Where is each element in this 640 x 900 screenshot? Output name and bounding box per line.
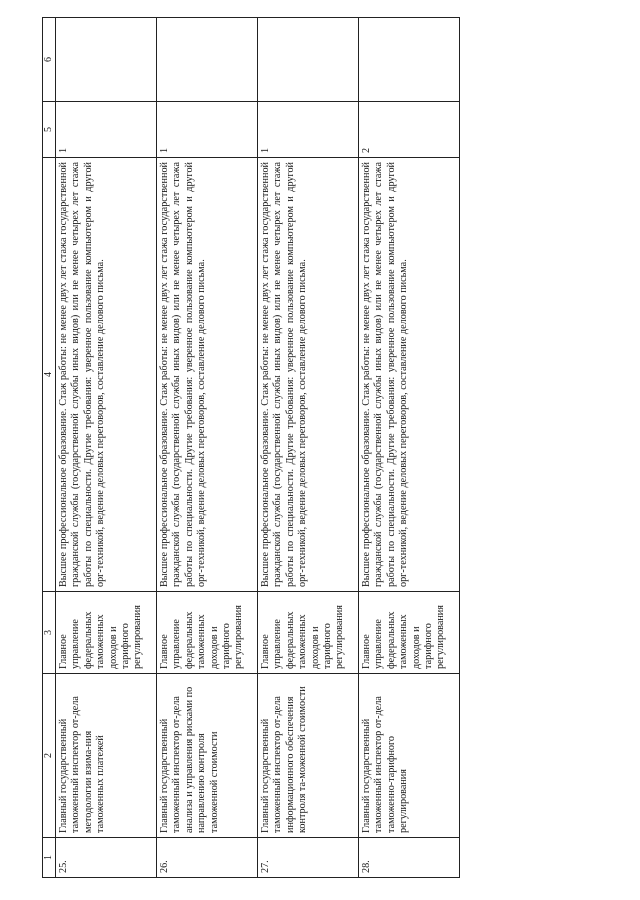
- rotated-page: [42, 18, 607, 878]
- note-cell: [157, 18, 258, 102]
- note-cell: [56, 18, 157, 102]
- vacancy-count: 1: [258, 102, 359, 158]
- column-header: 6: [43, 18, 56, 102]
- position-title: Главный государственный таможенный инспектор от-дела анализа и управления рисками по направлению контроля таможенной стоимости: [157, 674, 258, 838]
- department-name: Главное управление федеральных таможенных доходов и тарифного регулирования: [56, 592, 157, 674]
- row-number: 28.: [359, 838, 460, 878]
- table-row: [56, 18, 157, 878]
- table-row: [258, 18, 359, 878]
- column-header: 2: [43, 674, 56, 838]
- position-title: Главный государственный таможенный инспектор от-дела таможенно-тарифного регулирования: [359, 674, 460, 838]
- department-name: Главное управление федеральных таможенных доходов и тарифного регулирования: [359, 592, 460, 674]
- column-header: 3: [43, 592, 56, 674]
- requirements-text: Высшее профессиональное образование. Стаж работы: не менее двух лет стажа государственной гражданской службы (государственной службы иных видов) или не менее четырех лет стажа работы по специальности. Другие требования: уверенное пользование компьютером и другой орг-техникой, ведение деловых переговоров, составление делового письма.: [359, 158, 460, 592]
- requirements-text: Высшее профессиональное образование. Стаж работы: не менее двух лет стажа государственной гражданской службы (государственной службы иных видов) или не менее четырех лет стажа работы по специальности. Другие требования: уверенное пользование компьютером и другой орг-техникой, ведение деловых переговоров, составление делового письма.: [56, 158, 157, 592]
- vacancy-count: 1: [56, 102, 157, 158]
- column-header: 4: [43, 158, 56, 592]
- position-title: Главный государственный таможенный инспектор от-дела методологии взима-ния таможенных платежей: [56, 674, 157, 838]
- note-cell: [258, 18, 359, 102]
- vacancy-table: [42, 17, 460, 878]
- department-name: Главное управление федеральных таможенных доходов и тарифного регулирования: [157, 592, 258, 674]
- row-number: 26.: [157, 838, 258, 878]
- column-header: 5: [43, 102, 56, 158]
- note-cell: [359, 18, 460, 102]
- requirements-text: Высшее профессиональное образование. Стаж работы: не менее двух лет стажа государственной гражданской службы (государственной службы иных видов) или не менее четырех лет стажа работы по специальности. Другие требования: уверенное пользование компьютером и другой орг-техникой, ведение деловых переговоров, составление делового письма.: [157, 158, 258, 592]
- column-header: 1: [43, 838, 56, 878]
- position-title: Главный государственный таможенный инспектор от-дела информационного обеспечения контроля та-моженной стоимости: [258, 674, 359, 838]
- vacancy-count: 1: [157, 102, 258, 158]
- row-number: 25.: [56, 838, 157, 878]
- table-row: [359, 18, 460, 878]
- vacancy-count: 2: [359, 102, 460, 158]
- row-number: 27.: [258, 838, 359, 878]
- table-row: [157, 18, 258, 878]
- requirements-text: Высшее профессиональное образование. Стаж работы: не менее двух лет стажа государственной гражданской службы (государственной службы иных видов) или не менее четырех лет стажа работы по специальности. Другие требования: уверенное пользование компьютером и другой орг-техникой, ведение деловых переговоров, составление делового письма.: [258, 158, 359, 592]
- department-name: Главное управление федеральных таможенных доходов и тарифного регулирования: [258, 592, 359, 674]
- column-number-row: [43, 18, 56, 878]
